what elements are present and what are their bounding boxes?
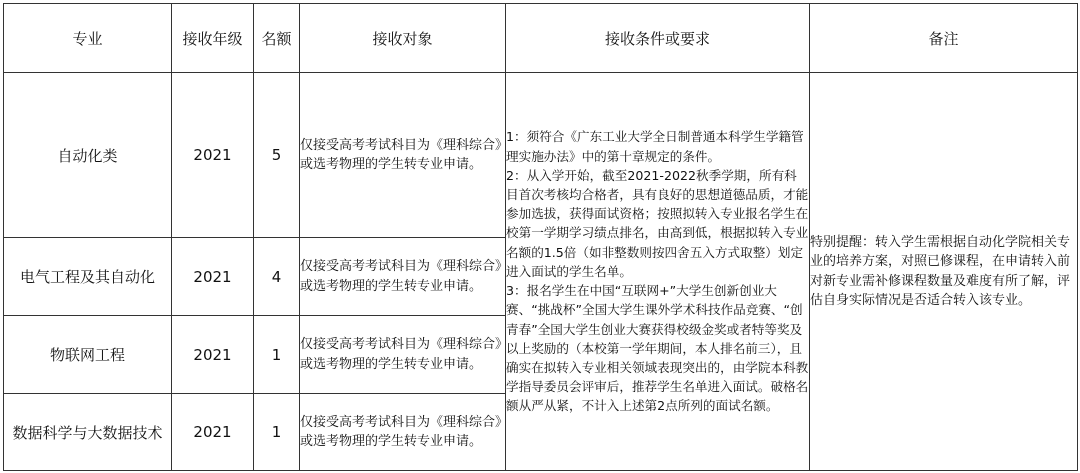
header-row <box>4 4 1078 73</box>
header-remarks: 备注 <box>810 4 1078 73</box>
cell-target: 仅接受高考考试科目为《理科综合》或选考物理的学生转专业申请。 <box>300 394 506 471</box>
condition-item-2: 2：从入学开始，截至2021-2022秋季学期，所有科目首次考核均合格者，具有良好的思想道德品质，才能参加选拔，获得面试资格；按照拟转入专业报名学生在校第一学期学习绩点排名，由高到低，根据拟转入专业名额的1.5倍（如非整数则按四舍五入方式取整）划定进入面试的学生名单。 <box>506 167 809 279</box>
cell-target: 仅接受高考考试科目为《理科综合》或选考物理的学生转专业申请。 <box>300 316 506 394</box>
cell-major: 自动化类 <box>4 73 172 238</box>
header-major: 专业 <box>4 4 172 73</box>
cell-year: 2021 <box>172 238 254 316</box>
transfer-quota-table <box>3 3 1078 471</box>
cell-year: 2021 <box>172 394 254 471</box>
cell-target: 仅接受高考考试科目为《理科综合》或选考物理的学生转专业申请。 <box>300 238 506 316</box>
condition-item-3: 3：报名学生在中国“互联网+”大学生创新创业大赛、“挑战杯”全国大学生课外学术科技作品竞赛、“创青春”全国大学生创业大赛获得校级金奖或者特等奖及以上奖励的（本校第一学年期间，本人排名前三），且确实在拟转入专业相关领域表现突出的，由学院本科教学指导委员会评审后，推荐学生名单进入面试。破格名额从严从紧，不计入上述第2点所列的面试名额。 <box>506 283 809 414</box>
cell-major: 物联网工程 <box>4 316 172 394</box>
cell-major: 电气工程及其自动化 <box>4 238 172 316</box>
cell-target: 仅接受高考考试科目为《理科综合》或选考物理的学生转专业申请。 <box>300 73 506 238</box>
header-conditions: 接收条件或要求 <box>506 4 810 73</box>
cell-quota: 5 <box>254 73 300 238</box>
remarks-cell: 特别提醒：转入学生需根据自动化学院相关专业的培养方案，对照已修课程，在申请转入前对新专业需补修课程数量及难度有所了解，评估自身实际情况是否适合转入该专业。 <box>810 73 1078 471</box>
cell-quota: 1 <box>254 394 300 471</box>
header-quota: 名额 <box>254 4 300 73</box>
cell-major: 数据科学与大数据技术 <box>4 394 172 471</box>
cell-quota: 1 <box>254 316 300 394</box>
header-year: 接收年级 <box>172 4 254 73</box>
cell-quota: 4 <box>254 238 300 316</box>
cell-year: 2021 <box>172 73 254 238</box>
table-row <box>4 73 1078 238</box>
condition-item-1: 1：须符合《广东工业大学全日制普通本科学生学籍管理实施办法》中的第十章规定的条件。 <box>506 129 804 164</box>
conditions-cell <box>506 73 810 471</box>
header-target: 接收对象 <box>300 4 506 73</box>
cell-year: 2021 <box>172 316 254 394</box>
